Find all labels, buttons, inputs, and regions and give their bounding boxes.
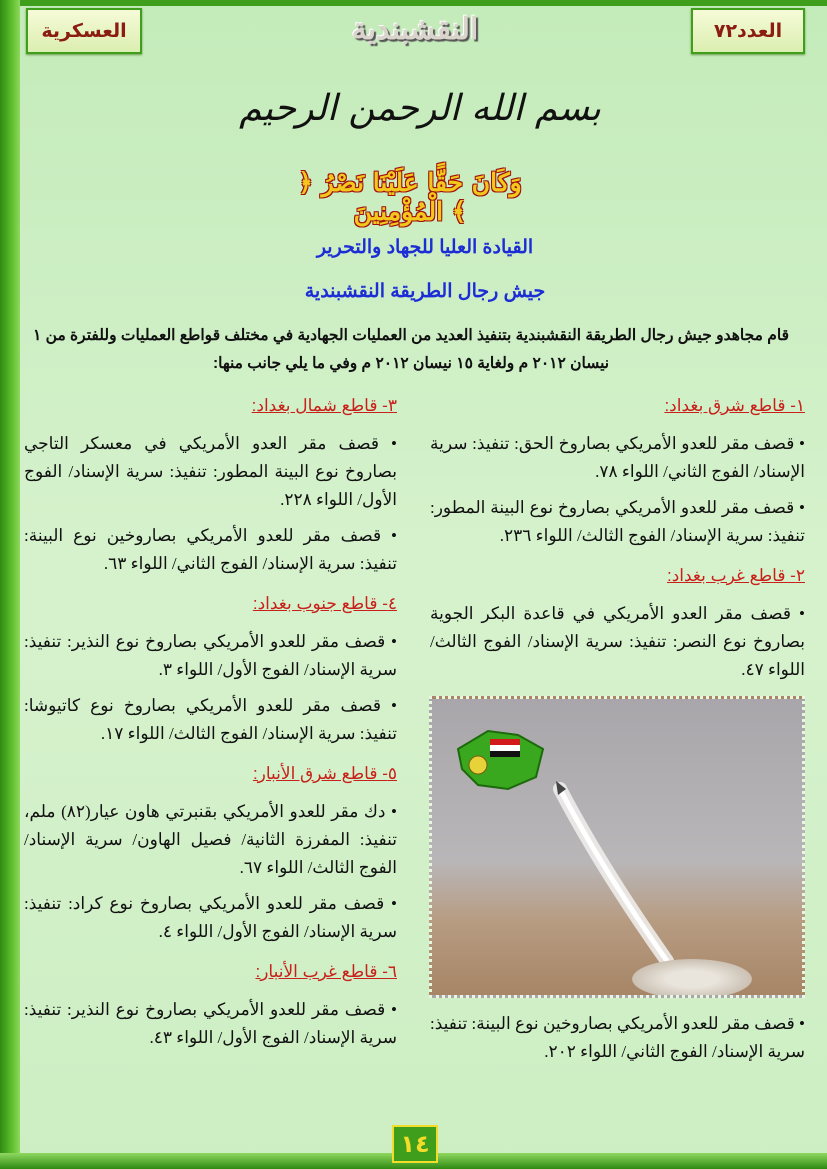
operation-item: • قصف مقر للعدو الأمريكي بصاروخ الحق: تنفيذ: سرية الإسناد/ الفوج الثاني/ اللواء ٧٨.: [430, 434, 805, 481]
magazine-title: النقشبندية: [351, 12, 479, 47]
section-east-baghdad: [430, 392, 805, 550]
operation-item: • قصف مقر للعدو الأمريكي بصاروخين نوع البينة: تنفيذ: سرية الإسناد/ الفوج الثاني/ اللواء ٢٠٢.: [430, 1014, 805, 1061]
top-border: [0, 0, 827, 6]
operation-item: • قصف مقر للعدو الأمريكي بصاروخ نوع النذير: تنفيذ: سرية الإسناد/ الفوج الأول/ اللواء ٤٣.: [24, 1000, 397, 1047]
operation-item: • دك مقر للعدو الأمريكي بقنبرتي هاون عيار(٨٢) ملم، تنفيذ: المفرزة الثانية/ فصيل الهاون/ سرية الإسناد/ الفوج الثالث/ اللواء ٦٧.: [24, 802, 397, 877]
issue-number-tag: العدد٧٢: [691, 8, 805, 54]
launch-smoke: [632, 959, 752, 998]
org-name-primary: القيادة العليا للجهاد والتحرير: [316, 237, 534, 258]
org-name-secondary: جيش رجال الطريقة النقشبندية: [304, 281, 546, 302]
rocket-launch-photo: [429, 696, 805, 998]
quran-verse: ﴿ وَكَانَ حَقًّا عَلَيْنَا نَصْرُ الْمُؤْمِنِينَ ﴾: [298, 168, 522, 226]
section-title: ٥- قاطع شرق الأنبار:: [252, 764, 397, 783]
section-south-baghdad: [24, 590, 397, 748]
section-title: ٢- قاطع غرب بغداد:: [666, 566, 805, 585]
section-west-baghdad: [430, 562, 805, 684]
basmala-calligraphy: بسم الله الرحمن الرحيم: [239, 88, 601, 129]
section-title: ٤- قاطع جنوب بغداد:: [252, 594, 397, 613]
category-tag: العسكرية: [26, 8, 142, 54]
section-east-anbar: [24, 760, 397, 946]
section-north-baghdad: [24, 392, 397, 578]
right-column: [430, 392, 805, 1074]
section-title: ١- قاطع شرق بغداد:: [664, 396, 805, 415]
operation-item: • قصف مقر للعدو الأمريكي بصاروخ نوع البينة المطور: تنفيذ: سرية الإسناد/ الفوج الثالث/ اللواء ٢٣٦.: [430, 498, 805, 545]
left-border-stripe: [0, 0, 20, 1169]
operation-item: • قصف مقر للعدو الأمريكي بصاروخين نوع البينة: تنفيذ: سرية الإسناد/ الفوج الثاني/ اللواء ٦٣.: [24, 526, 397, 573]
left-column: [24, 392, 397, 1064]
section-title: ٦- قاطع غرب الأنبار:: [255, 962, 397, 981]
operation-item: • قصف مقر للعدو الأمريكي بصاروخ نوع كاتيوشا: تنفيذ: سرية الإسناد/ الفوج الثالث/ اللواء ١٧.: [24, 696, 397, 743]
operation-item: • قصف مقر العدو الأمريكي في معسكر التاجي بصاروخ نوع البينة المطور: تنفيذ: سرية الإسناد/ الفوج الأول/ اللواء ٢٢٨.: [24, 434, 397, 509]
operation-item: • قصف مقر للعدو الأمريكي بصاروخ نوع كراد: تنفيذ: سرية الإسناد/ الفوج الأول/ اللواء ٤.: [24, 894, 397, 941]
rocket-trail-icon: [432, 699, 802, 995]
operation-item: • قصف مقر العدو الأمريكي في قاعدة البكر الجوية بصاروخ نوع النصر: تنفيذ: سرية الإسناد/ الفوج الثالث/ اللواء ٤٧.: [430, 604, 805, 679]
operation-item: • قصف مقر للعدو الأمريكي بصاروخ نوع النذير: تنفيذ: سرية الإسناد/ الفوج الأول/ اللواء ٣.: [24, 632, 397, 679]
page-number: ١٤: [392, 1125, 438, 1163]
section-title: ٣- قاطع شمال بغداد:: [251, 396, 397, 415]
intro-paragraph: قام مجاهدو جيش رجال الطريقة النقشبندية بتنفيذ العديد من العمليات الجهادية في مختلف قواطع العمليات وللفترة من ١ نيسان ٢٠١٢ م ولغاية ١٥ نيسان ٢٠١٢ م وفي ما يلي جانب منها:: [33, 327, 789, 372]
section-west-anbar: [24, 958, 397, 1052]
